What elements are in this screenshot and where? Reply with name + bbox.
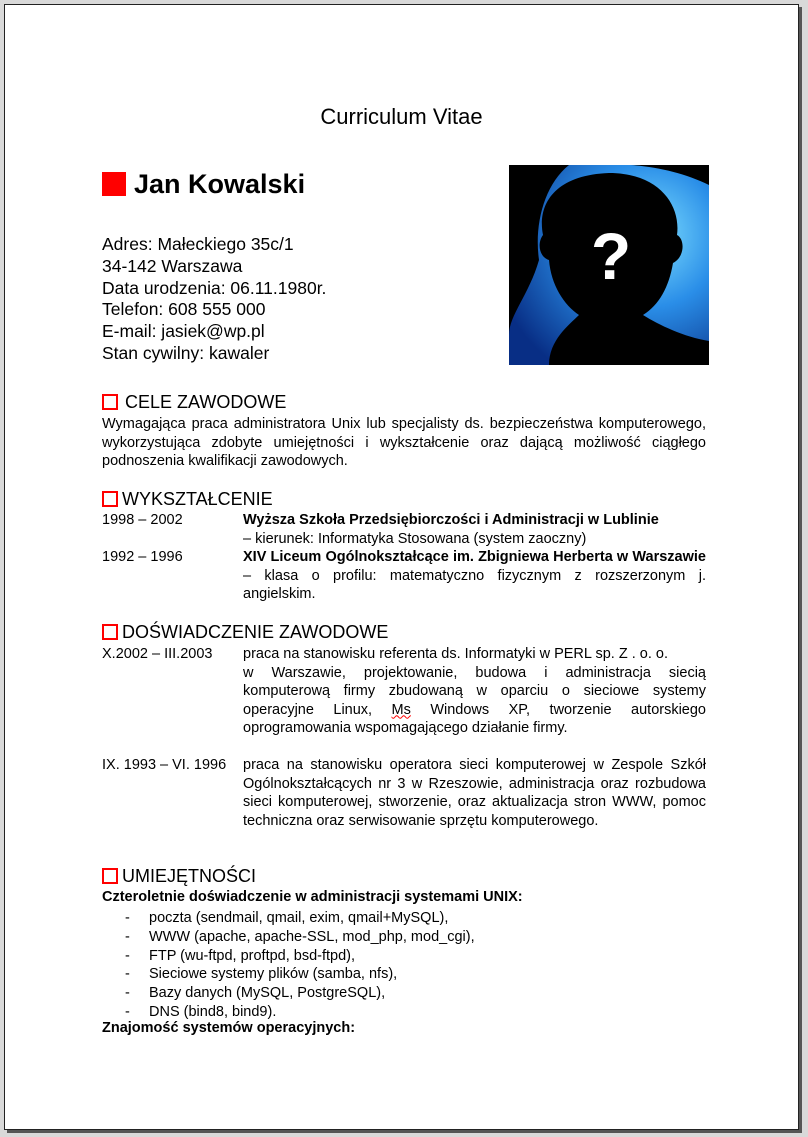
red-checkbox-icon (102, 624, 118, 640)
list-item: - DNS (bind8, bind9). (125, 1003, 277, 1020)
experience-date: X.2002 – III.2003 (102, 646, 213, 662)
full-name: Jan Kowalski (134, 169, 306, 199)
education-date: 1992 – 1996 (102, 549, 183, 565)
red-square-icon (102, 172, 126, 196)
person-silhouette-icon (509, 165, 709, 365)
experience-line1: praca na stanowisku referenta ds. Informatyki w PERL sp. Z . o. o. (243, 646, 668, 662)
goals-text: Wymagająca praca administratora Unix lub specjalisty ds. bezpieczeństwa komputerowego, wykorzystująca zdobyte umiejętności i wykształcenie oraz dającą możliwość ciągłego podnoszenia kwalifikacji zawodowych. (102, 416, 706, 469)
red-checkbox-icon (102, 491, 118, 507)
question-mark: ? (590, 219, 632, 293)
contact-block (102, 234, 326, 365)
education-body (243, 548, 706, 604)
list-item: - FTP (wu-ftpd, proftpd, bsd-ftpd), (125, 947, 356, 964)
skills-list (125, 909, 475, 1022)
red-checkbox-icon (102, 868, 118, 884)
education-date: 1998 – 2002 (102, 512, 183, 528)
document-page: Curriculum Vitae Jan Kowalski Adres: Małeckiego 35c/1 34-142 Warszawa Data urodzenia: 06.11.1980r. Telefon: 608 555 000 E-mail: jasiek@wp.pl Stan cywilny: kawaler ? CELE ZAWODOWE Wymagająca praca administratora Unix lub specjalisty ds. bezpieczeństwa komputerowego, wykorzystująca zdobyte umiejętności i wykształcenie oraz dającą możliwość ciągłego podnoszenia kwalifikacji zawodowych. WYKSZTAŁCENIE 1998 – 2002 Wyższa Szkoła Przedsiębiorczości i Administracji w Lublinie – kierunek: Informatyka Stosowana (system zaoczny) 1992 – 1996 XIV Liceum Ogólnokształcące im. Zbigniewa Herberta w Warszawie – klasa o profilu: matematyczno fizycznym z rozszerzonym j. angielskim. DOŚWIADCZENIE ZAWODOWE X.2002 – III.2003 praca na stanowisku referenta ds. Informatyki w PERL sp. Z . o. o. w Warszawie, projektowanie, budowa i administracja siecią komputerową firmy zbudowaną w oparciu o sieciowe systemy operacyjne Linux, Ms Windows XP, tworzenie autorskiego oprogramowania wspomagającego działanie firmy. IX. 1993 – VI. 1996 praca na stanowisku operatora sieci komputerowej w Zespole Szkół Ogólnokształcących nr 3 w Rzeszowie, administracja oraz rozbudowa sieci komputerowej, stworzenie, oraz aktualizacja stron WWW, pomoc techniczna oraz serwisowanie sprzętu komputerowego. UMIEJĘTNOŚCI Czteroletnie doświadczenie w administracji systemami UNIX: - poczta (sendmail, qmail, exim, qmail+MySQL), - WWW (apache, apache-SSL, mod_php, mod_cgi), - FTP (wu-ftpd, proftpd, bsd-ftpd), - Sieciowe systemy plików (samba, nfs), - Bazy danych (MySQL, PostgreSQL), - DNS (bind8, bind9). Znajomość systemów operacyjnych: (4, 4, 799, 1130)
education-detail: – klasa o profilu: matematyczno fizycznym z rozszerzonym j. angielskim. (243, 567, 706, 602)
spellcheck-word: Ms (391, 701, 411, 718)
list-item: - WWW (apache, apache-SSL, mod_php, mod_cgi), (125, 928, 475, 945)
list-item: - Bazy danych (MySQL, PostgreSQL), (125, 985, 386, 1002)
list-item: - poczta (sendmail, qmail, exim, qmail+MySQL), (125, 910, 449, 926)
education-school: Wyższa Szkoła Przedsiębiorczości i Administracji w Lublinie (243, 512, 659, 528)
experience-date: IX. 1993 – VI. 1996 (102, 757, 227, 773)
skills-subheading-unix: Czteroletnie doświadczenie w administracji systemami UNIX: (102, 889, 523, 905)
contact-birthdate: Data urodzenia: 06.11.1980r. (102, 277, 327, 298)
experience-line2: w Warszawie, projektowanie, budowa i administracja siecią komputerową firmy zbudowaną w oparciu o sieciowe systemy operacyjne Linux, Ms Windows XP, tworzenie autorskiego oprogramowania wspomagającego działanie firmy. (243, 664, 707, 736)
experience-body: praca na stanowisku operatora sieci komputerowej w Zespole Szkół Ogólnokształcących nr 3 w Rzeszowie, administracja oraz rozbudowa sieci komputerowej, stworzenie, oraz aktualizacja stron WWW, pomoc techniczna oraz serwisowanie sprzętu komputerowego. (243, 757, 706, 829)
contact-city: 34-142 Warszawa (102, 255, 243, 276)
contact-email: E-mail: jasiek@wp.pl (102, 321, 265, 342)
contact-address: Adres: Małeckiego 35c/1 (102, 234, 294, 254)
education-body (243, 511, 706, 548)
red-checkbox-icon (102, 394, 118, 410)
experience-body (243, 645, 706, 738)
education-detail: – kierunek: Informatyka Stosowana (system zaoczny) (243, 530, 587, 547)
list-item: - Sieciowe systemy plików (samba, nfs), (125, 966, 398, 983)
contact-phone: Telefon: 608 555 000 (102, 299, 266, 320)
document-title: Curriculum Vitae (320, 104, 483, 129)
skills-subheading-os: Znajomość systemów operacyjnych: (102, 1020, 356, 1036)
contact-marital-status: Stan cywilny: kawaler (102, 342, 270, 363)
education-school: XIV Liceum Ogólnokształcące im. Zbigniewa Herberta w Warszawie (243, 549, 706, 565)
